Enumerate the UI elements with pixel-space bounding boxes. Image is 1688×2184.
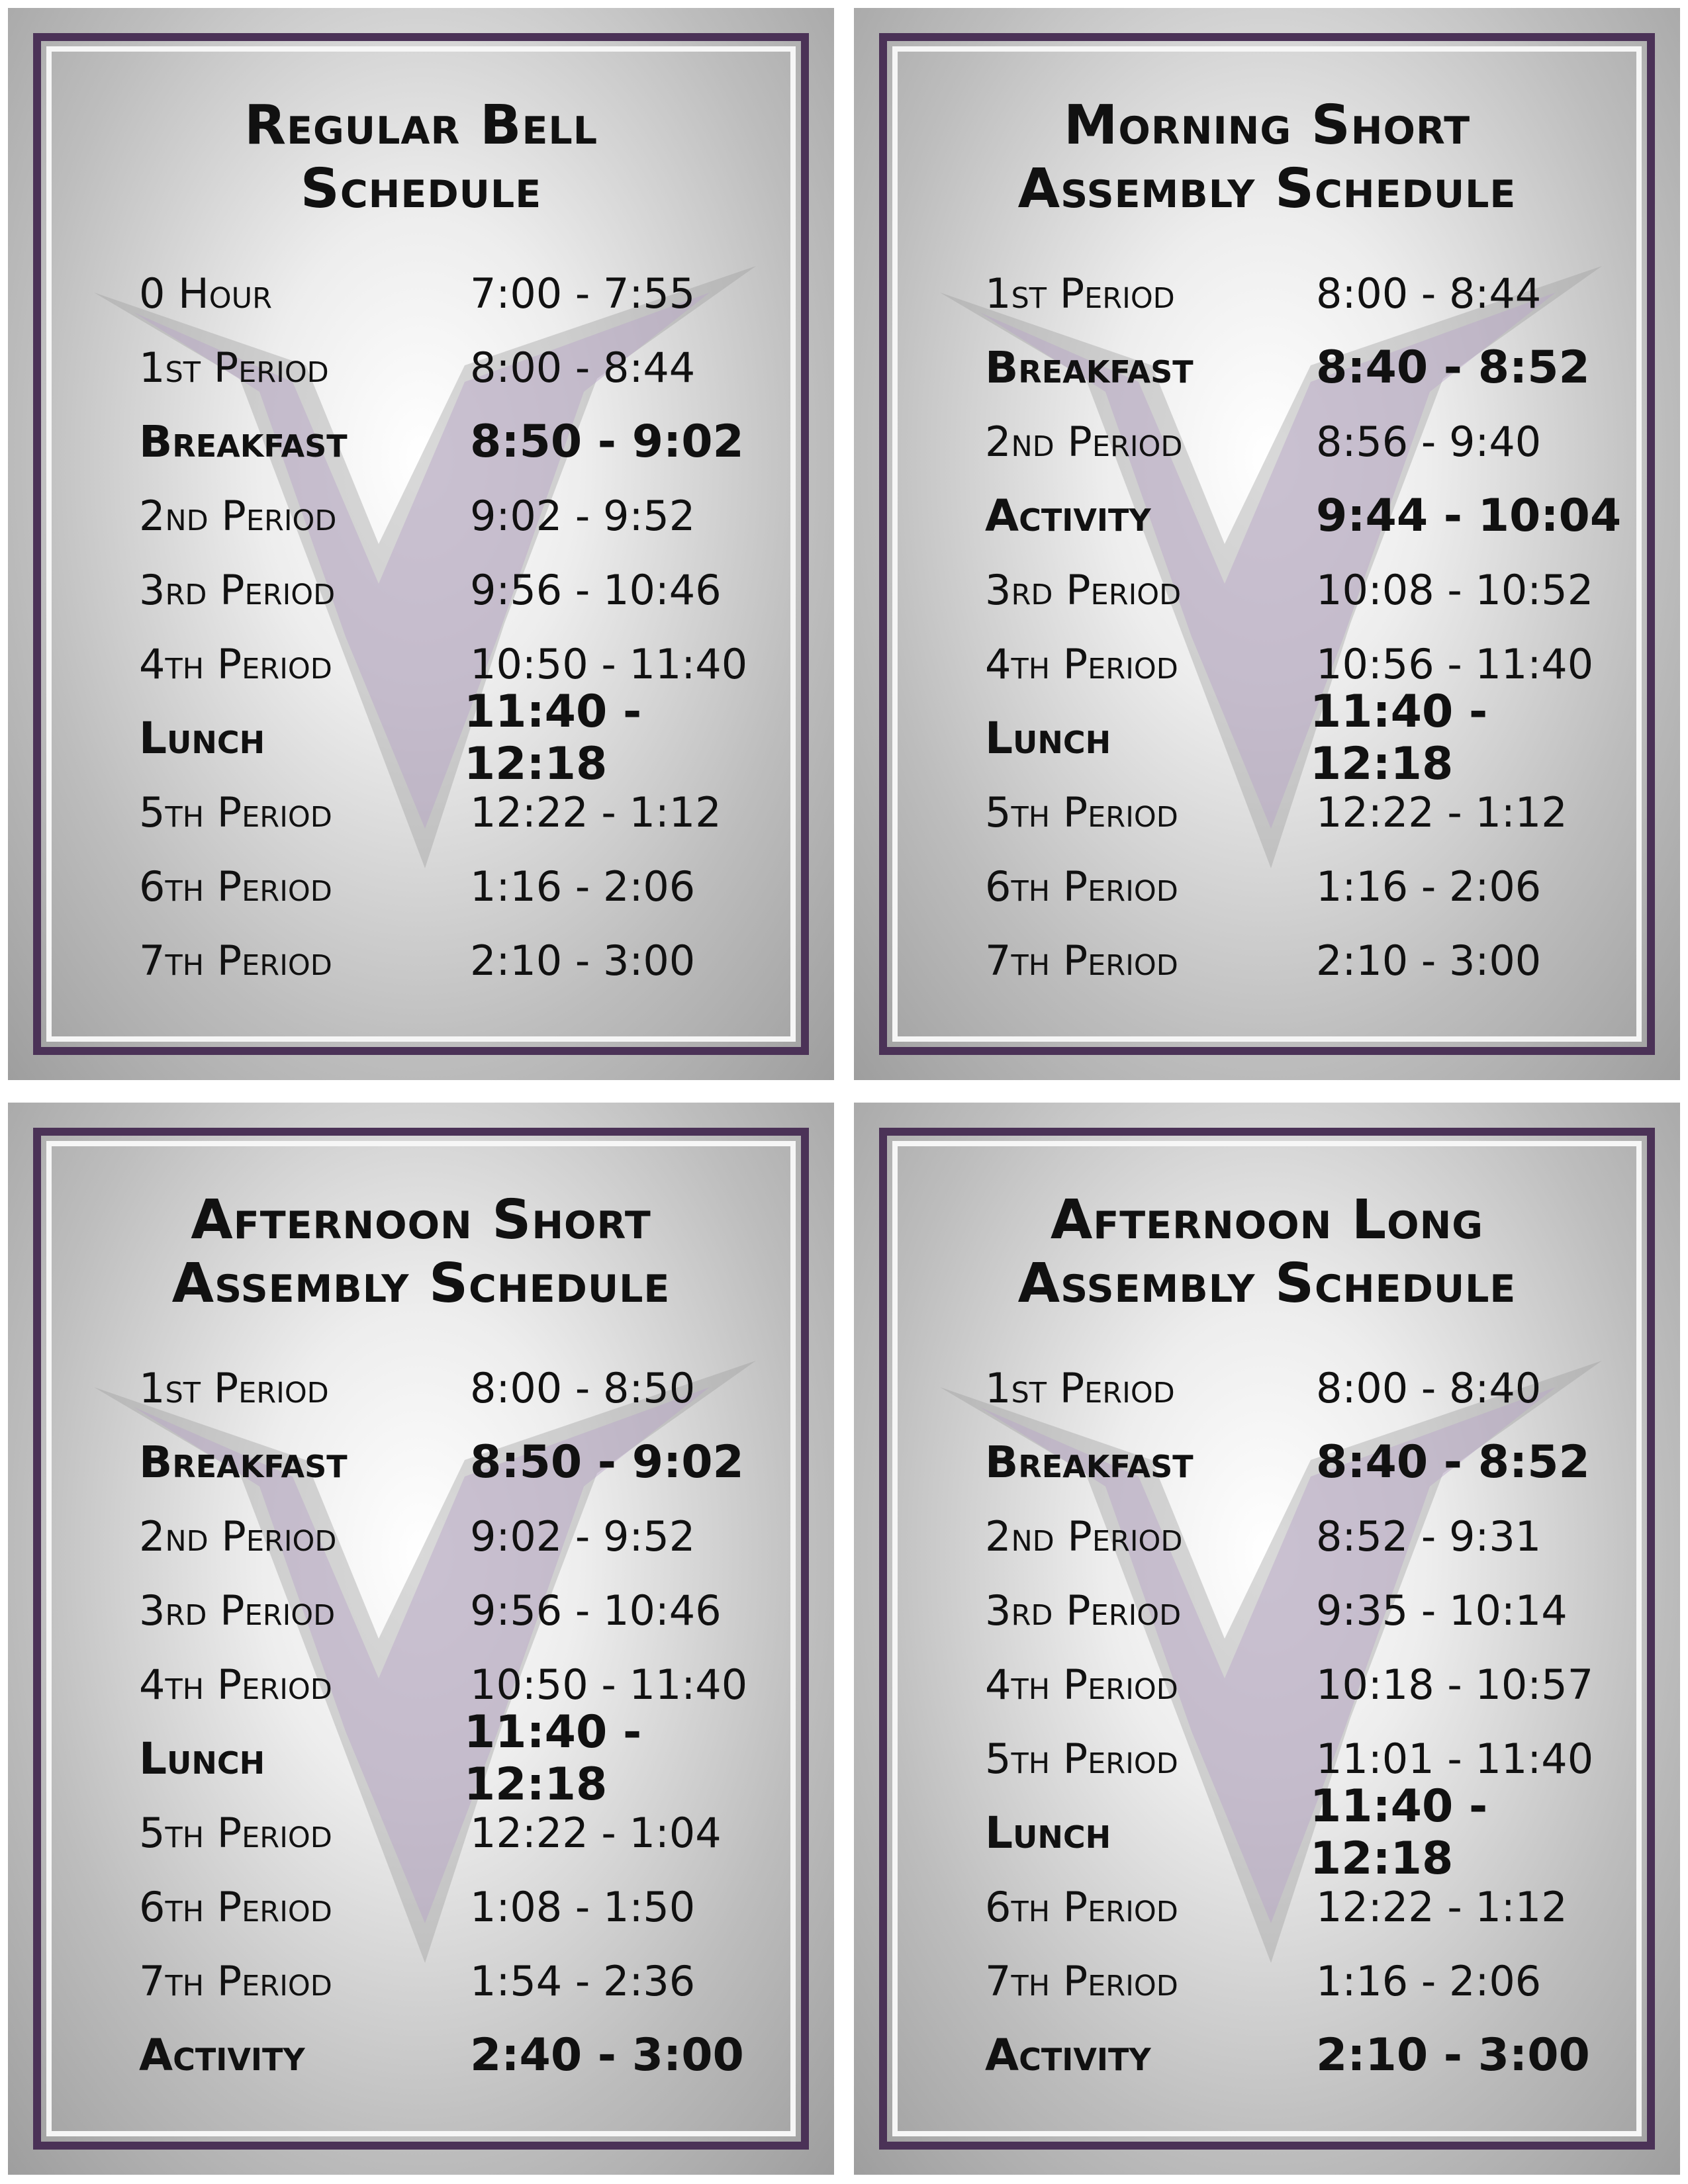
period-time: 2:40 - 3:00 [470,2028,744,2081]
schedule-title [8,1189,834,1316]
period-time: 12:22 - 1:12 [1316,1882,1568,1931]
schedule-title-line2: Assembly Schedule [171,1252,671,1315]
period-time: 1:08 - 1:50 [470,1882,696,1931]
period-time: 11:40 - 12:18 [1309,686,1488,790]
period-label: 4th Period [985,639,1178,688]
period-time: 11:40 - 12:18 [463,1706,642,1811]
schedule-row [139,553,794,627]
period-time: 10:50 - 11:40 [470,639,748,688]
schedule-row [985,923,1640,997]
period-time: 8:00 - 8:50 [470,1363,696,1412]
schedule-title-line2: Schedule [300,158,542,220]
period-time: 10:08 - 10:52 [1316,565,1594,614]
period-time: 8:40 - 8:52 [1316,1435,1590,1488]
period-time: 8:00 - 8:44 [1316,269,1542,318]
period-time: 9:02 - 9:52 [470,1512,696,1561]
period-label: 2nd Period [139,491,337,540]
schedule-row [139,1944,794,2018]
period-time: 8:50 - 9:02 [470,415,744,468]
period-time: 1:54 - 2:36 [470,1956,696,2005]
period-time: 9:56 - 10:46 [470,565,722,614]
period-time: 11:40 - 12:18 [1309,1780,1488,1885]
period-label: 4th Period [139,639,332,688]
period-label: 2nd Period [985,1512,1183,1561]
schedule-row [985,849,1640,923]
schedule-row [985,478,1640,553]
period-label: 1st Period [985,269,1175,318]
period-time: 8:40 - 8:52 [1316,341,1590,394]
schedule-row [985,1647,1640,1721]
period-time: 11:01 - 11:40 [1316,1734,1594,1783]
schedule-row [985,1573,1640,1647]
period-label: 3rd Period [139,1586,336,1635]
schedule-row [139,1425,794,1499]
schedule-row [139,1573,794,1647]
schedule-row [139,478,794,553]
period-time: 7:00 - 7:55 [470,269,696,318]
period-label: Activity [985,2029,1151,2081]
schedule-row [139,1870,794,1944]
schedule-row [139,849,794,923]
period-label: 5th Period [985,788,1178,837]
schedule-row [985,2018,1640,2092]
period-time: 9:02 - 9:52 [470,491,696,540]
period-time: 10:56 - 11:40 [1316,639,1594,688]
schedule-panel-3 [8,1103,834,2175]
schedule-row [985,1499,1640,1573]
period-label: 7th Period [139,1956,332,2005]
period-time: 12:22 - 1:12 [1316,788,1568,837]
schedule-row [985,404,1640,478]
schedule-title-line2: Assembly Schedule [1017,158,1517,220]
schedule-rows [985,1351,1640,2092]
period-label: 4th Period [139,1660,332,1709]
period-label: 2nd Period [985,417,1183,466]
period-time: 1:16 - 2:06 [1316,1956,1542,2005]
period-label: 1st Period [985,1363,1175,1412]
period-label: 7th Period [985,936,1178,985]
period-label: 1st Period [139,1363,329,1412]
schedule-row [985,1780,1640,1885]
schedule-title-line1: Regular Bell [244,94,598,157]
schedule-title-line2: Assembly Schedule [1017,1252,1517,1315]
period-time: 2:10 - 3:00 [1316,936,1542,985]
period-label: 6th Period [985,862,1178,911]
period-time: 8:00 - 8:40 [1316,1363,1542,1412]
schedule-row [139,1351,794,1425]
period-time: 1:16 - 2:06 [1316,862,1542,911]
schedule-title-line1: Afternoon Long [1050,1189,1484,1251]
period-label: 5th Period [139,788,332,837]
period-time: 10:50 - 11:40 [470,1660,748,1709]
period-label: Lunch [139,1733,265,1784]
schedule-panel-2 [854,8,1680,1080]
period-label: 7th Period [985,1956,1178,2005]
period-label: 3rd Period [139,565,336,614]
period-label: Activity [139,2029,305,2081]
period-time: 8:52 - 9:31 [1316,1512,1542,1561]
period-label: 5th Period [139,1808,332,1857]
period-label: 6th Period [139,862,332,911]
schedule-title [8,94,834,221]
period-time: 12:22 - 1:12 [470,788,722,837]
schedule-row [139,404,794,478]
schedule-title [854,94,1680,221]
period-label: 2nd Period [139,1512,337,1561]
schedule-rows [139,256,794,997]
period-label: 5th Period [985,1734,1178,1783]
period-time: 1:16 - 2:06 [470,862,696,911]
schedule-rows [985,256,1640,997]
period-time: 9:56 - 10:46 [470,1586,722,1635]
schedule-row [985,1944,1640,2018]
schedule-row [985,553,1640,627]
period-label: Breakfast [139,1436,348,1488]
period-label: 4th Period [985,1660,1178,1709]
schedule-title-line1: Morning Short [1063,94,1471,157]
period-time: 8:56 - 9:40 [1316,417,1542,466]
schedule-row [985,256,1640,330]
period-time: 2:10 - 3:00 [1316,2028,1590,2081]
period-time: 12:22 - 1:04 [470,1808,722,1857]
period-label: Lunch [139,712,265,764]
period-label: 6th Period [985,1882,1178,1931]
period-time: 11:40 - 12:18 [463,686,642,790]
period-label: 0 Hour [139,269,272,318]
schedule-row [985,686,1640,790]
period-label: 3rd Period [985,1586,1182,1635]
schedule-title-line1: Afternoon Short [191,1189,651,1251]
period-time: 2:10 - 3:00 [470,936,696,985]
period-label: Breakfast [985,341,1194,393]
schedule-row [139,330,794,404]
schedule-panel-1 [8,8,834,1080]
schedule-row [139,256,794,330]
period-label: 7th Period [139,936,332,985]
period-label: Activity [985,490,1151,541]
period-label: Breakfast [985,1436,1194,1488]
period-time: 8:50 - 9:02 [470,1435,744,1488]
schedule-rows [139,1351,794,2092]
schedule-row [139,2018,794,2092]
period-label: 1st Period [139,343,329,392]
schedule-row [139,1706,794,1811]
period-label: 3rd Period [985,565,1182,614]
period-label: Breakfast [139,416,348,467]
schedule-row [139,1499,794,1573]
schedule-panel-4 [854,1103,1680,2175]
period-time: 9:35 - 10:14 [1316,1586,1568,1635]
schedule-row [139,686,794,790]
period-time: 9:44 - 10:04 [1316,489,1622,542]
schedule-row [985,1425,1640,1499]
schedule-row [139,923,794,997]
period-label: Lunch [985,1807,1111,1858]
schedule-row [985,330,1640,404]
period-label: 6th Period [139,1882,332,1931]
schedule-title [854,1189,1680,1316]
schedule-row [985,1351,1640,1425]
period-time: 8:00 - 8:44 [470,343,696,392]
period-time: 10:18 - 10:57 [1316,1660,1594,1709]
period-label: Lunch [985,712,1111,764]
